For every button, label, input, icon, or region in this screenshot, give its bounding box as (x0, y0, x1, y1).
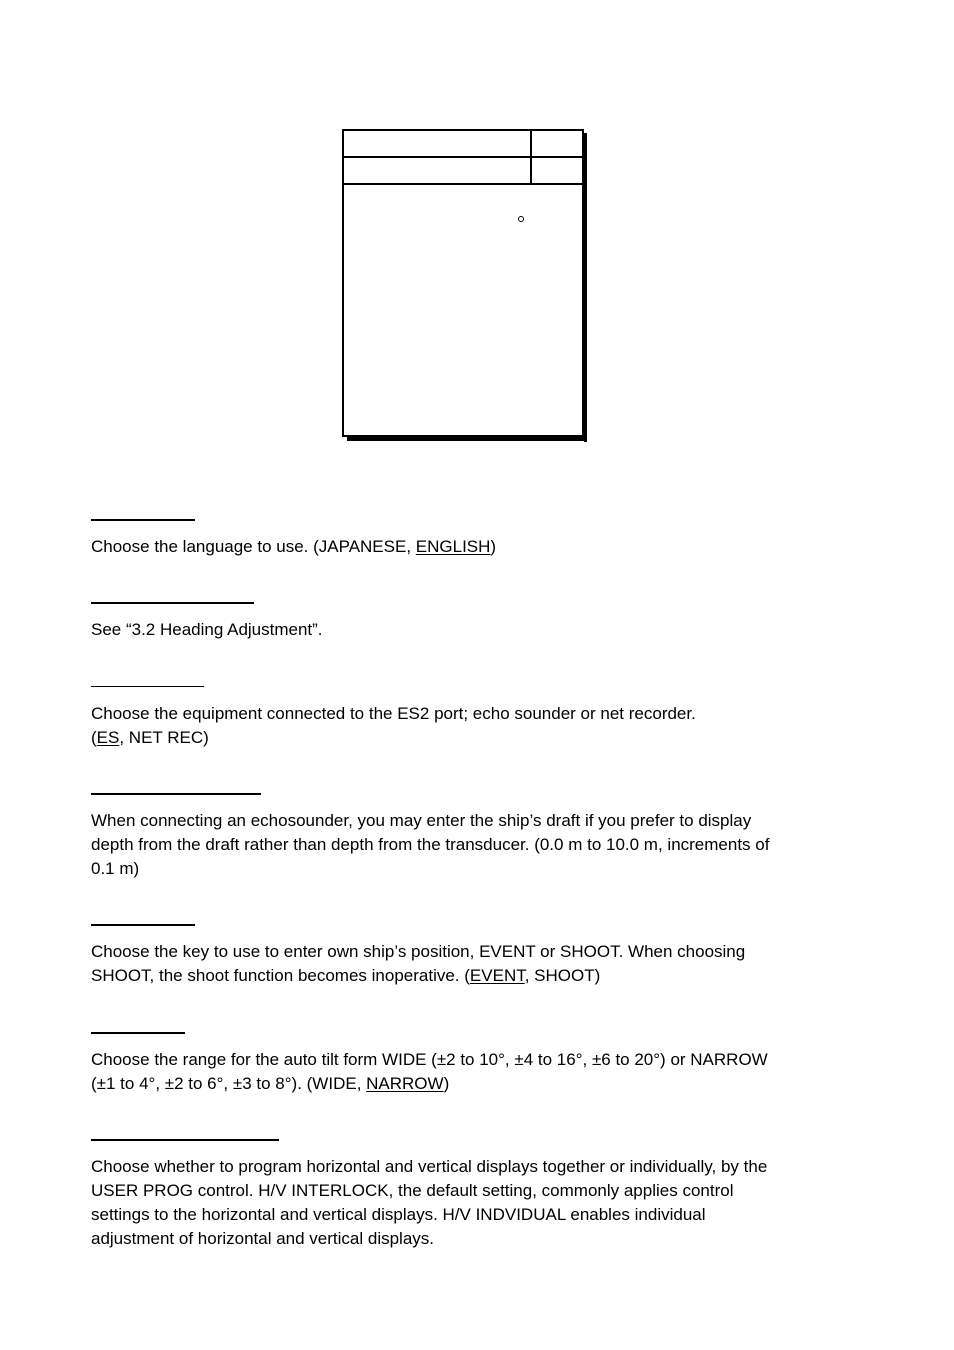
menu-row-divider (530, 131, 532, 156)
text-line: 0.1 m) (91, 859, 140, 878)
language-description (91, 535, 841, 559)
default-value: ENGLISH (415, 537, 491, 556)
menu-title-row (344, 131, 582, 158)
draft-description (91, 809, 841, 881)
degree-circle-icon (518, 216, 524, 222)
text-line: Choose whether to program horizontal and vertical displays together or individually, by the (91, 1157, 768, 1176)
text-line: See “3.2 Heading Adjustment”. (91, 620, 323, 639)
default-value: EVENT (469, 966, 525, 985)
default-value: ES (96, 728, 120, 747)
text-segment: ) (490, 537, 497, 556)
es2-port-description (91, 702, 841, 750)
section-heading-rule (91, 1032, 185, 1034)
text-segment: , NET REC) (119, 728, 209, 747)
text-segment: ( (91, 728, 97, 747)
menu-row-divider (530, 158, 532, 183)
section-heading-rule (91, 1139, 279, 1141)
text-line: Choose the range for the auto tilt form WIDE (±2 to 10°, ±4 to 16°, ±6 to 20°) or NARROW (91, 1050, 768, 1069)
heading-description (91, 618, 841, 642)
text-line: adjustment of horizontal and vertical displays. (91, 1229, 435, 1248)
section-heading-rule (91, 793, 261, 795)
menu-subtitle-row (344, 158, 582, 185)
text-segment: (±1 to 4°, ±2 to 6°, ±3 to 8°). (WIDE, (91, 1074, 367, 1093)
section-heading-rule (91, 602, 254, 604)
user-prog-description (91, 1155, 841, 1251)
text-segment: SHOOT, the shoot function becomes inoperative. ( (91, 966, 470, 985)
text-line: Choose the key to use to enter own ship’s position, EVENT or SHOOT. When choosing (91, 942, 746, 961)
default-value: NARROW (366, 1074, 444, 1093)
text-line: settings to the horizontal and vertical displays. H/V INDVIDUAL enables individual (91, 1205, 706, 1224)
section-heading-rule (91, 686, 204, 687)
section-heading-rule (91, 924, 195, 926)
text-line: Choose the equipment connected to the ES2 port; echo sounder or net recorder. (91, 704, 696, 723)
menu-shadow (584, 133, 587, 442)
text-line: depth from the draft rather than depth from the transducer. (0.0 m to 10.0 m, increments of (91, 835, 770, 854)
auto-tilt-description (91, 1048, 841, 1096)
text-segment: ) (443, 1074, 450, 1093)
text-line: When connecting an echosounder, you may enter the ship’s draft if you prefer to display (91, 811, 752, 830)
text-segment: Choose the language to use. (JAPANESE, (91, 537, 416, 556)
menu-shadow (347, 437, 587, 441)
text-line: USER PROG control. H/V INTERLOCK, the default setting, commonly applies control (91, 1181, 734, 1200)
text-segment: , SHOOT) (524, 966, 601, 985)
section-heading-rule (91, 519, 195, 521)
menu-illustration (342, 129, 584, 437)
event-key-description (91, 940, 841, 988)
